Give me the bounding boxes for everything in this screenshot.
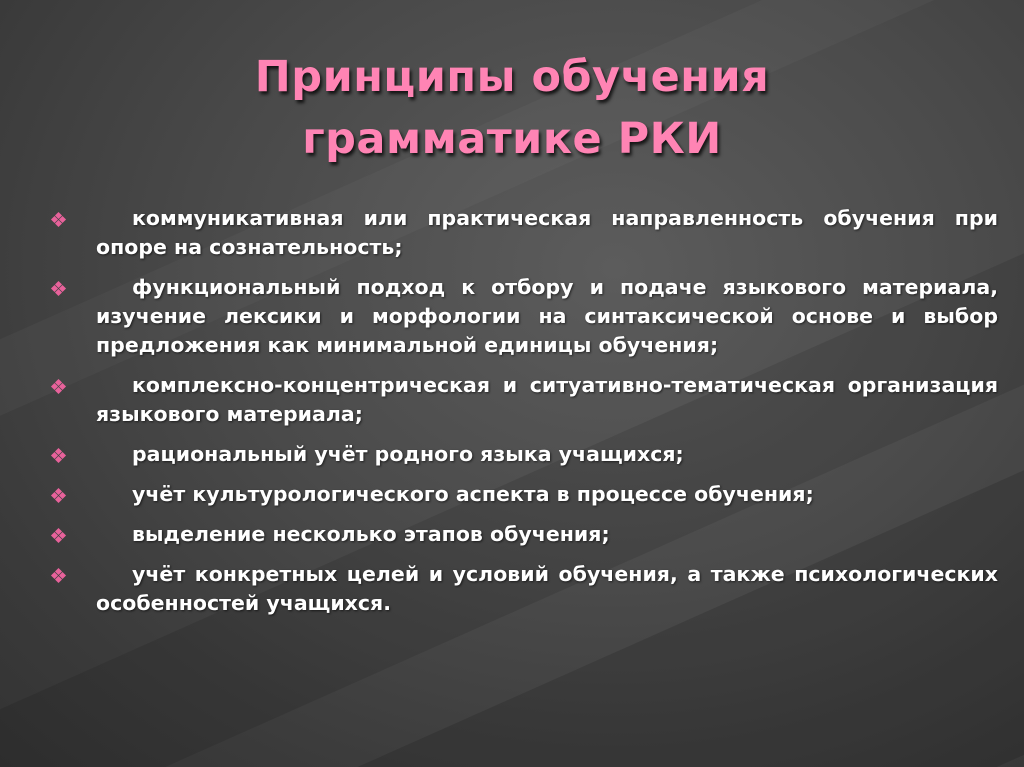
four-diamond-bullet-icon bbox=[52, 489, 66, 503]
bullet-list bbox=[50, 204, 998, 629]
bullet-text: функциональный подход к отбору и подаче языкового материала, изучение лексики и морфологии на синтаксической основе и выбор предложения как минимальной единицы обучения; bbox=[96, 275, 998, 357]
four-diamond-bullet-icon bbox=[52, 282, 66, 296]
bullet-item bbox=[50, 371, 998, 429]
four-diamond-bullet-icon bbox=[52, 380, 66, 394]
bullet-text: учёт культурологического аспекта в процессе обучения; bbox=[132, 482, 814, 506]
bullet-item bbox=[50, 480, 998, 509]
bullet-text: комплексно-концентрическая и ситуативно-тематическая организация языкового материала; bbox=[96, 373, 998, 426]
bullet-item bbox=[50, 273, 998, 360]
bullet-text: рациональный учёт родного языка учащихся; bbox=[132, 442, 684, 466]
four-diamond-bullet-icon bbox=[52, 449, 66, 463]
bullet-text: коммуникативная или практическая направленность обучения при опоре на сознательность; bbox=[96, 206, 998, 259]
bullet-item bbox=[50, 520, 998, 549]
slide-title-line-1: Принципы обучения bbox=[254, 52, 770, 102]
four-diamond-bullet-icon bbox=[52, 213, 66, 227]
bullet-item bbox=[50, 440, 998, 469]
slide-title-line-2: грамматике РКИ bbox=[302, 114, 722, 164]
slide-title bbox=[0, 46, 1024, 170]
bullet-text: учёт конкретных целей и условий обучения, а также психологических особенностей учащихся. bbox=[96, 562, 998, 615]
bullet-text: выделение несколько этапов обучения; bbox=[132, 522, 610, 546]
four-diamond-bullet-icon bbox=[52, 529, 66, 543]
bullet-item bbox=[50, 204, 998, 262]
bullet-item bbox=[50, 560, 998, 618]
four-diamond-bullet-icon bbox=[52, 569, 66, 583]
